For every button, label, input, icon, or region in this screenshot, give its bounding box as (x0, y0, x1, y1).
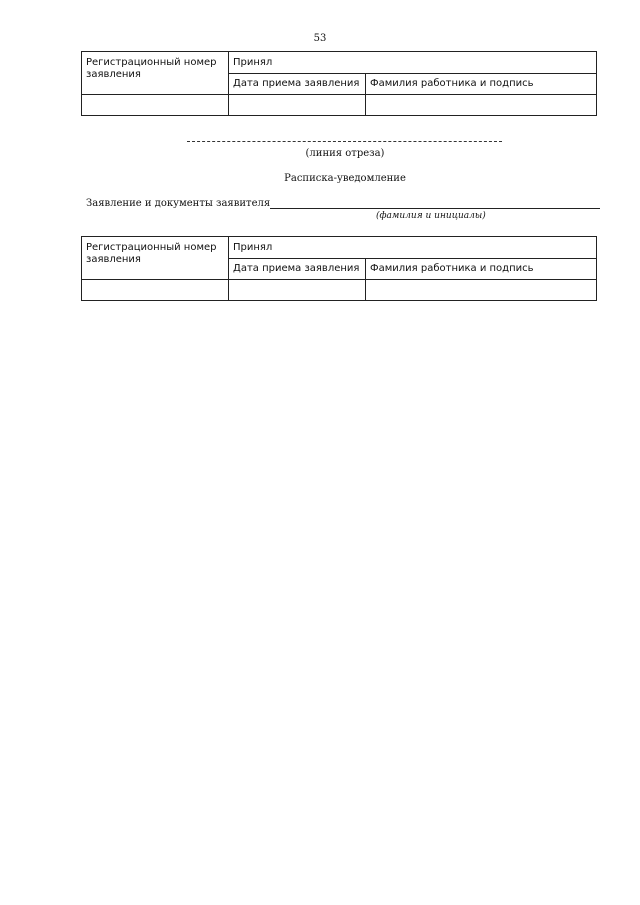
date-cell[interactable] (229, 280, 366, 301)
reg-number-header: Регистрационный номер заявления (82, 52, 229, 95)
accepted-header: Принял (229, 237, 597, 259)
applicant-label: Заявление и документы заявителя (86, 198, 271, 209)
employee-header: Фамилия работника и подпись (366, 259, 597, 280)
page-number: 53 (313, 33, 327, 44)
employee-header: Фамилия работника и подпись (366, 74, 597, 95)
reg-number-cell[interactable] (82, 280, 229, 301)
receipt-title: Расписка-уведомление (284, 173, 406, 184)
date-header: Дата приема заявления (229, 74, 366, 95)
cut-line-label: (линия отреза) (305, 148, 385, 159)
registration-table-bottom (81, 236, 597, 301)
accepted-header: Принял (229, 52, 597, 74)
date-header: Дата приема заявления (229, 259, 366, 280)
cut-line (187, 141, 502, 142)
employee-cell[interactable] (366, 280, 597, 301)
applicant-name-hint: (фамилия и инициалы) (376, 211, 486, 221)
date-cell[interactable] (229, 95, 366, 116)
applicant-name-field[interactable] (270, 208, 600, 209)
reg-number-cell[interactable] (82, 95, 229, 116)
employee-cell[interactable] (366, 95, 597, 116)
registration-table-top (81, 51, 597, 116)
reg-number-header: Регистрационный номер заявления (82, 237, 229, 280)
